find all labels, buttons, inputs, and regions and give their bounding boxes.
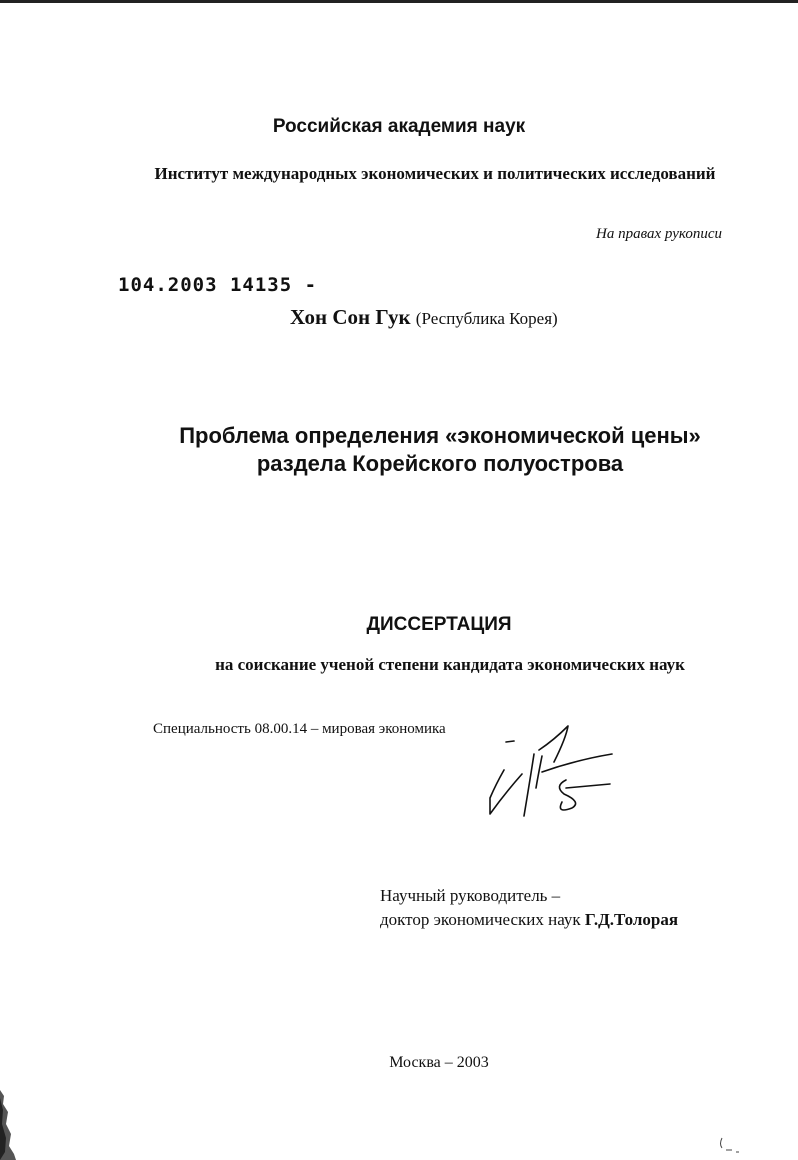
specialty-line: Специальность 08.00.14 – мировая экономика: [153, 721, 446, 737]
institute-name: Институт международных экономических и политических исследований: [154, 164, 716, 183]
author-name: Хон Сон Гук: [290, 305, 411, 329]
academy-name: Российская академия наук: [272, 116, 526, 137]
title-line-1: Проблема определения «экономической цены»: [179, 423, 701, 448]
author-line: [290, 305, 558, 330]
scan-top-border: [0, 0, 798, 3]
registration-code: 104.2003 14135 -: [118, 274, 318, 296]
supervisor-role: Научный руководитель –: [380, 886, 561, 905]
city-year: Москва – 2003: [389, 1054, 489, 1071]
manuscript-note: На правах рукописи: [596, 226, 722, 242]
author-country: (Республика Корея): [415, 309, 558, 328]
supervisor-block: [380, 884, 678, 932]
degree-line: на соискание ученой степени кандидата экономических наук: [215, 655, 685, 674]
dissertation-title: [90, 422, 790, 478]
document-type: ДИССЕРТАЦИЯ: [366, 614, 512, 635]
scan-edge-mark: [0, 1090, 16, 1160]
signature-image: [484, 718, 634, 828]
supervisor-line: [380, 908, 678, 932]
title-line-2: раздела Корейского полуострова: [256, 451, 624, 476]
supervisor-degree: доктор экономических наук: [380, 910, 581, 929]
supervisor-name: Г.Д.Толорая: [584, 910, 679, 929]
scan-corner-mark: [716, 1130, 756, 1160]
